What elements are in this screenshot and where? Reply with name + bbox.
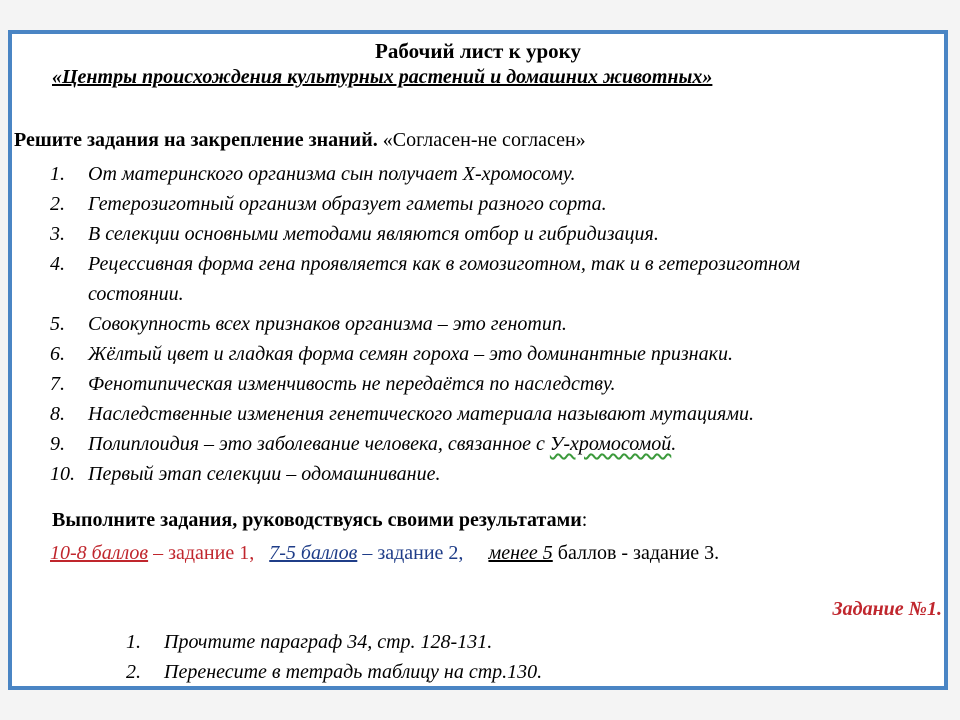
score-range-high-task: – задание 1, (148, 542, 255, 564)
statement-number: 1. (50, 163, 65, 185)
statement-item (50, 339, 828, 369)
statement-text: Фенотипическая изменчивость не передаётся по наследству. (88, 373, 616, 395)
statement-number: 7. (50, 373, 65, 395)
statement-number: 5. (50, 313, 65, 335)
score-range-low: менее 5 (488, 542, 553, 564)
statement-item (50, 189, 828, 219)
score-range-mid: 7-5 баллов (269, 542, 358, 564)
statement-text-part: Полиплоидия – это заболевание человека, связанное с (88, 433, 550, 455)
statement-number: 6. (50, 343, 65, 365)
statement-item (50, 459, 828, 489)
statement-text-part: . (671, 433, 677, 455)
task1-title: Задание №1. (832, 598, 942, 620)
statement-number: 10. (50, 463, 75, 485)
task1-item-number: 2. (126, 661, 141, 683)
score-range-high: 10-8 баллов (50, 542, 149, 564)
lesson-topic: «Центры происхождения культурных растений и домашних животных» (52, 66, 713, 88)
statement-item (50, 399, 828, 429)
score-range-mid-task: – задание 2, (357, 542, 464, 564)
task1-list (126, 627, 542, 687)
score-ranges (50, 540, 719, 566)
statement-item (50, 249, 828, 309)
statement-text: Рецессивная форма гена проявляется как в гомозиготном, так и в гетерозиготном состоянии. (88, 253, 800, 305)
statements-list (50, 159, 828, 489)
task1-item-text: Перенесите в тетрадь таблицу на стр.130. (164, 661, 543, 683)
perform-label: Выполните задания, руководствуясь своими результатами (52, 509, 582, 531)
statement-item (50, 429, 828, 459)
statement-item (50, 219, 828, 249)
instructions-mode: «Согласен-не согласен» (377, 129, 586, 151)
task1-item (126, 627, 542, 657)
spellcheck-underlined-word: У-хромосомой (549, 433, 672, 455)
statement-item (50, 309, 828, 339)
task1-item (126, 657, 542, 687)
statement-number: 4. (50, 253, 65, 275)
statement-text: В селекции основными методами являются отбор и гибридизация. (88, 223, 659, 245)
statement-item (50, 159, 828, 189)
statement-text: От материнского организма сын получает Х-хромосому. (88, 163, 576, 185)
instructions-bold: Решите задания на закрепление знаний. (14, 129, 378, 151)
statement-number: 3. (50, 223, 65, 245)
statement-text (88, 429, 676, 459)
worksheet-frame (8, 30, 948, 690)
instructions-heading (14, 128, 586, 152)
worksheet-title: Рабочий лист к уроку (375, 39, 581, 63)
statement-text: Гетерозиготный организм образует гаметы разного сорта. (88, 193, 607, 215)
score-range-low-task: баллов - задание 3. (552, 542, 720, 564)
statement-text: Совокупность всех признаков организма – это генотип. (88, 313, 567, 335)
statement-text: Первый этап селекции – одомашнивание. (88, 463, 441, 485)
perform-heading (52, 508, 587, 532)
statement-item (50, 369, 828, 399)
statement-number: 2. (50, 193, 65, 215)
statement-number: 8. (50, 403, 65, 425)
perform-colon: : (581, 509, 588, 531)
statement-text: Жёлтый цвет и гладкая форма семян гороха – это доминантные признаки. (88, 343, 733, 365)
statement-text: Наследственные изменения генетического материала называют мутациями. (88, 403, 755, 425)
statement-number: 9. (50, 433, 65, 455)
task1-item-text: Прочтите параграф 34, стр. 128-131. (164, 631, 493, 653)
task1-item-number: 1. (126, 631, 141, 653)
